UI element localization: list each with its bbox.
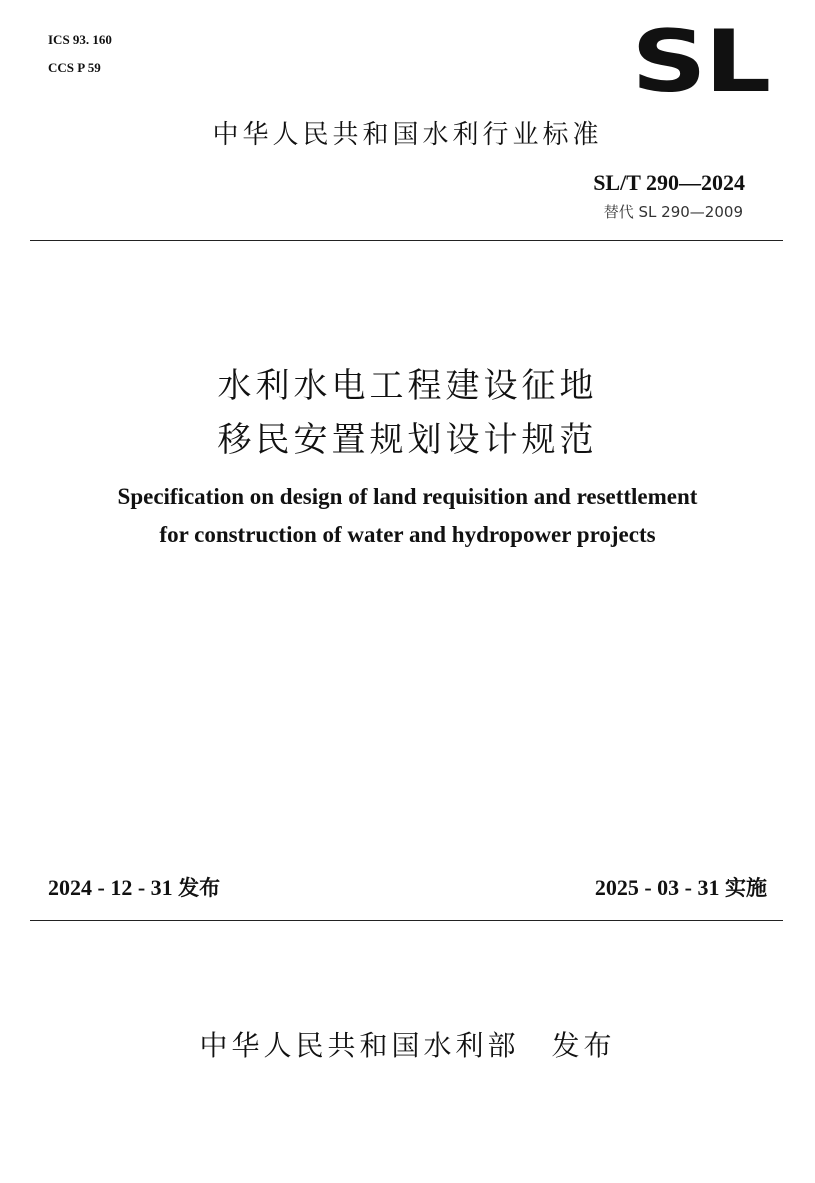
- publisher: 中华人民共和国水利部 发布: [199, 1029, 616, 1062]
- implementation-date: [595, 872, 767, 902]
- ccs-code: CCS P 59: [48, 60, 101, 75]
- title-en-line1: Specification on design of land requisition and resettlement: [117, 484, 698, 509]
- release-label: 发布: [178, 876, 221, 900]
- industry-standard-heading: 中华人民共和国水利行业标准: [212, 120, 603, 150]
- title-cn-line1: 水利水电工程建设征地: [217, 366, 598, 406]
- implementation-label: 实施: [725, 876, 767, 900]
- standard-number: SL/T 290—2024: [593, 170, 745, 195]
- sl-logo: SL: [631, 12, 769, 112]
- ics-code: ICS 93. 160: [48, 32, 112, 47]
- implementation-date-value: 2025 - 03 - 31: [594, 875, 720, 900]
- release-date-value: 2024 - 12 - 31: [48, 875, 173, 900]
- top-divider: [30, 240, 783, 241]
- replaces-note: 替代 SL 290—2009: [603, 203, 743, 221]
- title-en-line2: for construction of water and hydropower projects: [159, 522, 656, 547]
- release-date: [48, 872, 220, 902]
- title-cn-line2: 移民安置规划设计规范: [217, 420, 598, 460]
- classification-codes: [48, 26, 112, 82]
- bottom-divider: [30, 920, 783, 921]
